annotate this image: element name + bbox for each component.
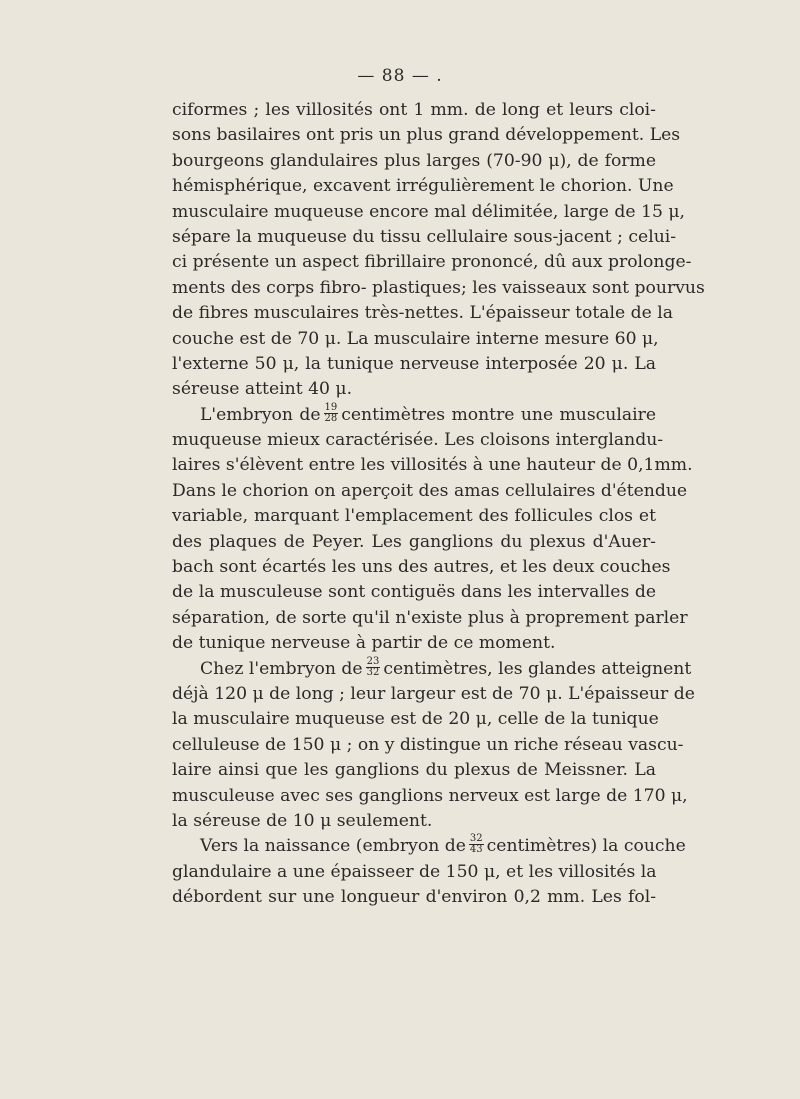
text-line: variable, marquant l'emplacement des follicules clos et — [172, 506, 656, 527]
text-line: laire ainsi que les ganglions du plexus de Meissner. La — [172, 760, 656, 781]
text-line: bach sont écartés les uns des autres, et les deux couches — [172, 557, 671, 578]
text-line: l'externe 50 μ, la tunique nerveuse interposée 20 μ. La — [172, 353, 656, 374]
body-text — [172, 98, 705, 911]
line-text-before: L'embryon de — [200, 404, 321, 425]
line-text-before: Chez l'embryon de — [200, 658, 363, 679]
text-line: glandulaire a une épaisseer de 150 μ, et les villosités la — [172, 861, 657, 882]
text-line: la musculaire muqueuse est de 20 μ, celle de la tunique — [172, 709, 659, 730]
text-line: muqueuse mieux caractérisée. Les cloisons interglandu- — [172, 430, 664, 451]
text-line: sons basilaires ont pris un plus grand développement. Les — [172, 125, 681, 146]
text-line: séreuse atteint 40 μ. — [172, 379, 353, 400]
text-line: hémisphérique, excavent irrégulièrement le chorion. Une — [172, 176, 674, 197]
text-line: celluleuse de 150 μ ; on y distingue un riche réseau vascu- — [172, 734, 684, 755]
text-line: de la musculeuse sont contiguës dans les intervalles de — [172, 582, 656, 603]
fraction-denominator: 28 — [324, 412, 338, 424]
fraction-denominator: 32 — [366, 666, 380, 678]
line-text-before: Vers la naissance (embryon de — [200, 836, 466, 857]
text-line: séparation, de sorte qu'il n'existe plus à proprement parler — [172, 607, 688, 628]
paragraph-1 — [172, 98, 705, 403]
text-line: de tunique nerveuse à partir de ce moment. — [172, 633, 556, 654]
paragraph-2 — [172, 401, 693, 657]
text-line: ciformes ; les villosités ont 1 mm. de long et leurs cloi- — [172, 100, 656, 120]
text-line: la séreuse de 10 μ seulement. — [172, 810, 433, 831]
text-line-with-fraction — [172, 403, 656, 428]
text-line: déjà 120 μ de long ; leur largeur est de 70 μ. L'épaisseur de — [172, 683, 695, 704]
text-line: Dans le chorion on aperçoit des amas cellulaires d'étendue — [172, 480, 688, 501]
text-line-with-fraction — [172, 833, 686, 859]
text-line: laires s'élèvent entre les villosités à une hauteur de 0,1mm. — [172, 455, 693, 476]
text-line: des plaques de Peyer. Les ganglions du plexus d'Auer- — [172, 531, 656, 552]
text-line: ments des corps fibro- plastiques; les vaisseaux sont pourvus — [172, 277, 705, 298]
line-text-after: centimètres montre une musculaire — [341, 404, 657, 425]
fraction-denominator: 43 — [469, 844, 483, 856]
text-line: musculeuse avec ses ganglions nerveux est large de 170 μ, — [172, 785, 688, 806]
text-line: sépare la muqueuse du tissu cellulaire sous-jacent ; celui- — [172, 226, 677, 247]
text-line: bourgeons glandulaires plus larges (70-90 μ), de forme — [172, 150, 656, 171]
paragraph-4 — [172, 833, 686, 910]
text-line: de fibres musculaires très-nettes. L'épaisseur totale de la — [172, 303, 674, 324]
fraction-numerator: 19 — [324, 401, 338, 413]
text-line: couche est de 70 μ. La musculaire interne mesure 60 μ, — [172, 328, 659, 349]
fraction — [366, 657, 381, 678]
fraction-numerator: 23 — [366, 655, 380, 667]
page-number: — 88 — . — [357, 66, 443, 86]
line-text-after: centimètres) la couche — [486, 836, 686, 857]
line-text-after: centimètres, les glandes atteignent — [383, 658, 692, 679]
fraction — [469, 834, 484, 855]
fraction-numerator: 32 — [469, 833, 483, 845]
fraction — [324, 403, 339, 424]
text-line: débordent sur une longueur d'environ 0,2 mm. Les fol- — [172, 887, 656, 908]
paragraph-3 — [172, 655, 695, 835]
text-line: musculaire muqueuse encore mal délimitée, large de 15 μ, — [172, 201, 686, 222]
text-line-with-fraction — [172, 655, 692, 682]
text-line: ci présente un aspect fibrillaire prononcé, dû aux prolonge- — [172, 252, 692, 273]
